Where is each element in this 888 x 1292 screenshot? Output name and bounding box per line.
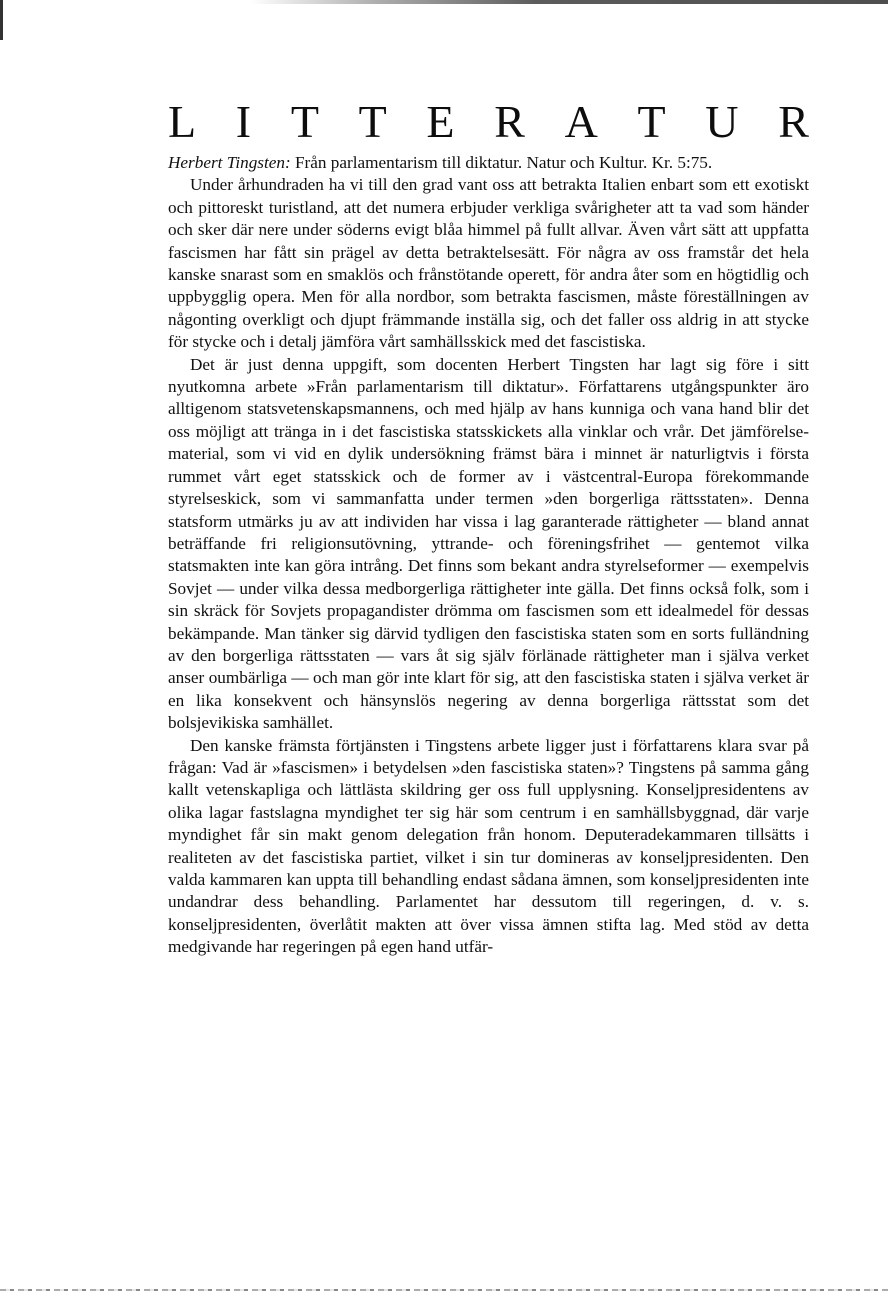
section-title bbox=[168, 96, 809, 148]
title-letter: T bbox=[637, 96, 666, 147]
title-letter: T bbox=[290, 96, 319, 147]
title-letter: E bbox=[426, 96, 455, 147]
title-letter: I bbox=[235, 96, 252, 147]
body-paragraph: Det är just denna uppgift, som docenten Herbert Tingsten har lagt sig före i sitt nyutkomna arbete »Från parlamentarism till diktatur». Författarens utgångspunkter äro alltigenom statsvetenskapsmannens, och med hjälp av hans kunniga och vana hand blir det oss möjligt att tränga in i det fascistiska statsskickets alla vinklar och vrår. Det jämförelsematerial, som vi vid en dylik undersökning främst bära i minnet är naturligtvis i första rummet vårt eget statsskick och de former av i västcentral-Europa förekommande styrelseskick, som vi sammanfatta under termen »den borgerliga rättsstaten». Denna statsform utmärks ju av att individen har vissa i lag garanterade rättigheter — bland annat beträffande fri religionsutövning, yttrande- och föreningsfrihet — gentemot vilka statsmakten inte kan göra intrång. Det finns som bekant andra styrelseformer — exempelvis Sovjet — under vilka dessa medborgerliga rättigheter inte gälla. Det finns också folk, som i sin skräck för Sovjets propagandister drömma om fascismen som ett idealmedel för dessas bekämpande. Man tänker sig därvid tydligen den fascistiska staten som en sorts fulländning av den borgerliga rättsstaten — vars åt sig själv förlänade rättigheter man i själva verket anser oumbärliga — och man gör inte klart för sig, att den fascistiska staten i själva verket är en lika konsekvent och hänsynslös negering av denna borgerliga rättsstat som det bolsjevikiska samhället. bbox=[168, 354, 809, 733]
title-letter: R bbox=[494, 96, 525, 147]
title-letter: L bbox=[168, 96, 197, 147]
body-paragraph: Under århundraden ha vi till den grad vant oss att betrakta Italien enbart som ett exotiskt och pittoreskt turistland, att det numera erbjuder verkliga svårigheter att ta vad som händer och sker där nere under söderns evigt blåa himmel på fullt allvar. Även vårt sätt att uppfatta fascismen har fått sin prägel av detta betraktelsesätt. För några av oss framstår det hela kanske snarast som en smaklös och frånstötande operett, för andra åter som en högtidlig och uppbygglig opera. Men för alla nordbor, som betrakta fascismen, måste föreställningen av någonting overkligt och djupt främmande inställa sig, och det faller oss aldrig in att stycke för stycke och i detalj jämföra vårt samhällsskick med det fascistiska. bbox=[168, 175, 809, 352]
scan-edge-bottom bbox=[0, 1289, 888, 1291]
title-letter: R bbox=[778, 96, 809, 147]
citation-author: Herbert Tingsten: bbox=[168, 153, 291, 172]
title-letter: T bbox=[358, 96, 387, 147]
scan-edge-top bbox=[250, 0, 888, 4]
title-letter: A bbox=[564, 96, 598, 147]
book-citation bbox=[168, 152, 809, 174]
title-letter: U bbox=[705, 96, 739, 147]
page-content bbox=[168, 96, 809, 959]
citation-details: Från parlamentarism till diktatur. Natur och Kultur. Kr. 5:75. bbox=[290, 153, 713, 172]
scan-edge-left bbox=[0, 0, 3, 40]
body-paragraph: Den kanske främsta förtjänsten i Tingstens arbete ligger just i författarens klara svar på frågan: Vad är »fascismen» i betydelsen »den fascistiska staten»? Tingstens på samma gång kallt vetenskapliga och lättlästa skildring ger oss full upplysning. Konseljpresidentens av olika lagar fastslagna myndighet ter sig här som centrum i en samhällsbyggnad, där varje myndighet får sin makt genom delegation från honom. Deputeradekammaren tillsätts i realiteten av det fascistiska partiet, vilket i sin tur domineras av konseljpresidenten. Den valda kammaren kan uppta till behandling endast sådana ämnen, som konseljpresidenten inte undandrar dess behandling. Parlamentet har dessutom till regeringen, d. v. s. konseljpresidenten, överlåtit makten att över vissa ämnen stifta lag. Med stöd av detta medgivande har regeringen på egen hand utfär- bbox=[168, 735, 809, 957]
